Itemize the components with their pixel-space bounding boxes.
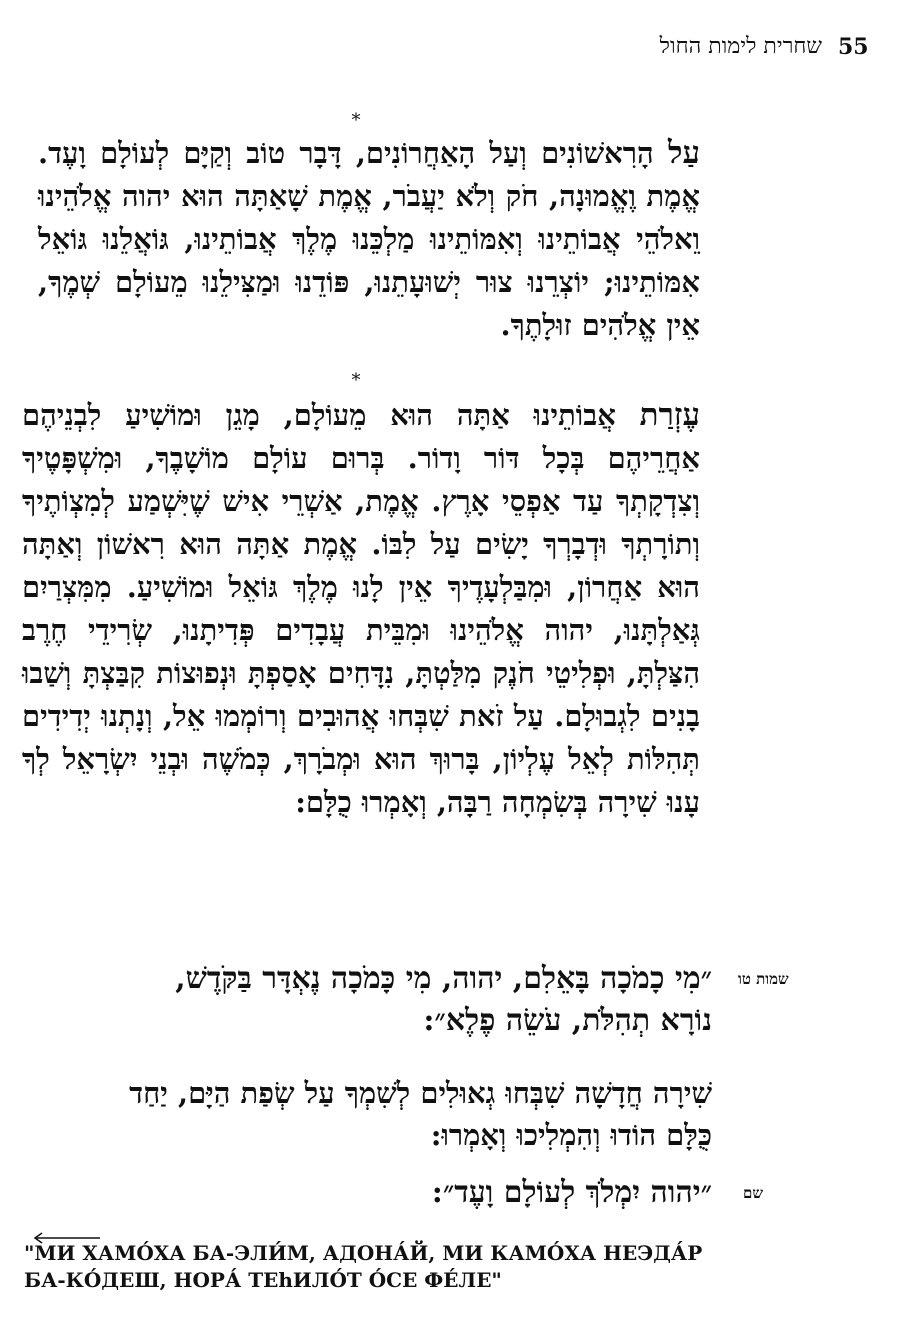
paragraph-line: כֻּלָּם הוֹדוּ וְהִמְלִיכוּ וְאָמְרוּ: — [430, 1118, 712, 1152]
paragraph-initial-word: עַל — [667, 135, 700, 171]
source-reference: שמות טו — [738, 970, 789, 988]
paragraph-initial-word: עֶזְרַת — [639, 397, 700, 433]
paragraph-text: אֲבוֹתֵינוּ אַתָּה הוּא מֵעוֹלָם, מָגֵן וּמוֹשִׁיעַ לִבְנֵיהֶם אַחֲרֵיהֶם בְּכָל דּוֹר וָדוֹר. בְּרוּם עוֹלָם מוֹשָׁבֶךָ, וּמִשְׁפָּטֶיךָ וְצִדְקָתְךָ עַד אַפְסֵי אָרֶץ. אֱמֶת, אַשְׁרֵי אִישׁ שֶׁיִּשְׁמַע לְמִצְוֹתֶיךָ וְתוֹרָתְךָ וּדְבָרְךָ יָשִׂים עַל לִבּוֹ. אֱמֶת אַתָּה הוּא רִאשׁוֹן וְאַתָּה הוּא אַחֲרוֹן, וּמִבַּלְעָדֶיךָ אֵין לָנוּ מֶלֶךְ גּוֹאֵל וּמוֹשִׁיעַ. מִמִּצְרַיִם גְּאַלְתָּנוּ, יהוה אֱלֹהֵינוּ וּמִבֵּית עֲבָדִים פְּדִיתָנוּ, שְׂרִידֵי חֶרֶב הִצַּלְתָּ, וּפְלִיטֵי חֹנֶק מִלַּטְתָּ, נִדָּחִים אָסַפְתָּ וּנְפוּצוֹת קִבַּצְתָּ וְשַׁבוּ בָנִים לִגְבוּלָם. עַל זֹאת שִׁבְּחוּ אֲהוּבִים וְרוֹמְמוּ אֵל, וְנָתְנוּ יְדִידִים תְּהִלּוֹת לְאֵל עֶלְיוֹן, בָּרוּךְ הוּא וּמְבֹרָךְ, כְּמֹשֶׁה וּבְנֵי יִשְׂרָאֵל לְךָ עָנוּ שִׁירָה בְּשִׂמְחָה רַבָּה, וְאָמְרוּ כֻלָּם: — [22, 398, 700, 819]
section-marker: * — [351, 370, 361, 391]
paragraph-ezrat-avoteinu — [22, 394, 700, 824]
paragraph-shira-chadasha — [22, 1072, 712, 1156]
paragraph-al-harishonim — [38, 132, 700, 347]
quote-mi-chamocha — [22, 958, 712, 1042]
quote-line: נוֹרָא תְהִלֹּת, עֹשֵׂה פֶלֶא״: — [423, 1003, 712, 1038]
page-number: 55 — [838, 34, 869, 60]
section-marker: * — [351, 110, 361, 131]
quote-line: ״יהוה יִמְלֹךְ לְעוֹלָם וָעֶד״: — [431, 1175, 712, 1210]
quote-adonai-yimloch — [22, 1172, 712, 1214]
source-reference: שם — [743, 1184, 763, 1202]
quote-line: ״מִי כָמֹכָה בָּאֵלִם, יהוה, מִי כָּמֹכָה נֶאְדָּר בַּקֹּדֶשׁ, — [175, 961, 712, 996]
paragraph-line: שִׁירָה חֲדָשָׁה שִׁבְּחוּ גְאוּלִים לְשִׁמְךָ עַל שְׂפַת הַיָּם, יַחַד — [129, 1076, 712, 1110]
running-header: שחרית לימות החול — [659, 34, 822, 59]
paragraph-text: הָרִאשׁוֹנִים וְעַל הָאַחֲרוֹנִים, דָּבָר טוֹב וְקַיָּם לְעוֹלָם וָעֶד. אֱמֶת וֶאֱמוּנָה, חֹק וְלֹא יַעֲבֹר, אֱמֶת שָׁאַתָּה הוּא יהוה אֱלֹהֵינוּ וֵאלֹהֵי אֲבוֹתֵינוּ וְאִמּוֹתֵינוּ מַלְכֵּנוּ מֶלֶךְ אֲבוֹתֵינוּ, גּוֹאֲלֵנוּ גּוֹאֵל אִמּוֹתֵינוּ; יוֹצְרֵנוּ צוּר יְשׁוּעָתֵנוּ, פּוֹדֵנוּ וּמַצִּילֵנוּ מֵעוֹלָם שְׁמֶךָ, אֵין אֱלֹהִים זוּלָתֶךָ. — [38, 136, 700, 342]
transliteration: "МИ ХАМО́ХА БА-ЭЛИ́М, АДОНА́Й, МИ КАМО́ХА НЕЭДА́Р БА-КО́ДЕШ, НОРА́ ТЕhИЛО́Т О́СЕ ФЕ́ЛЕ" — [24, 1241, 703, 1292]
